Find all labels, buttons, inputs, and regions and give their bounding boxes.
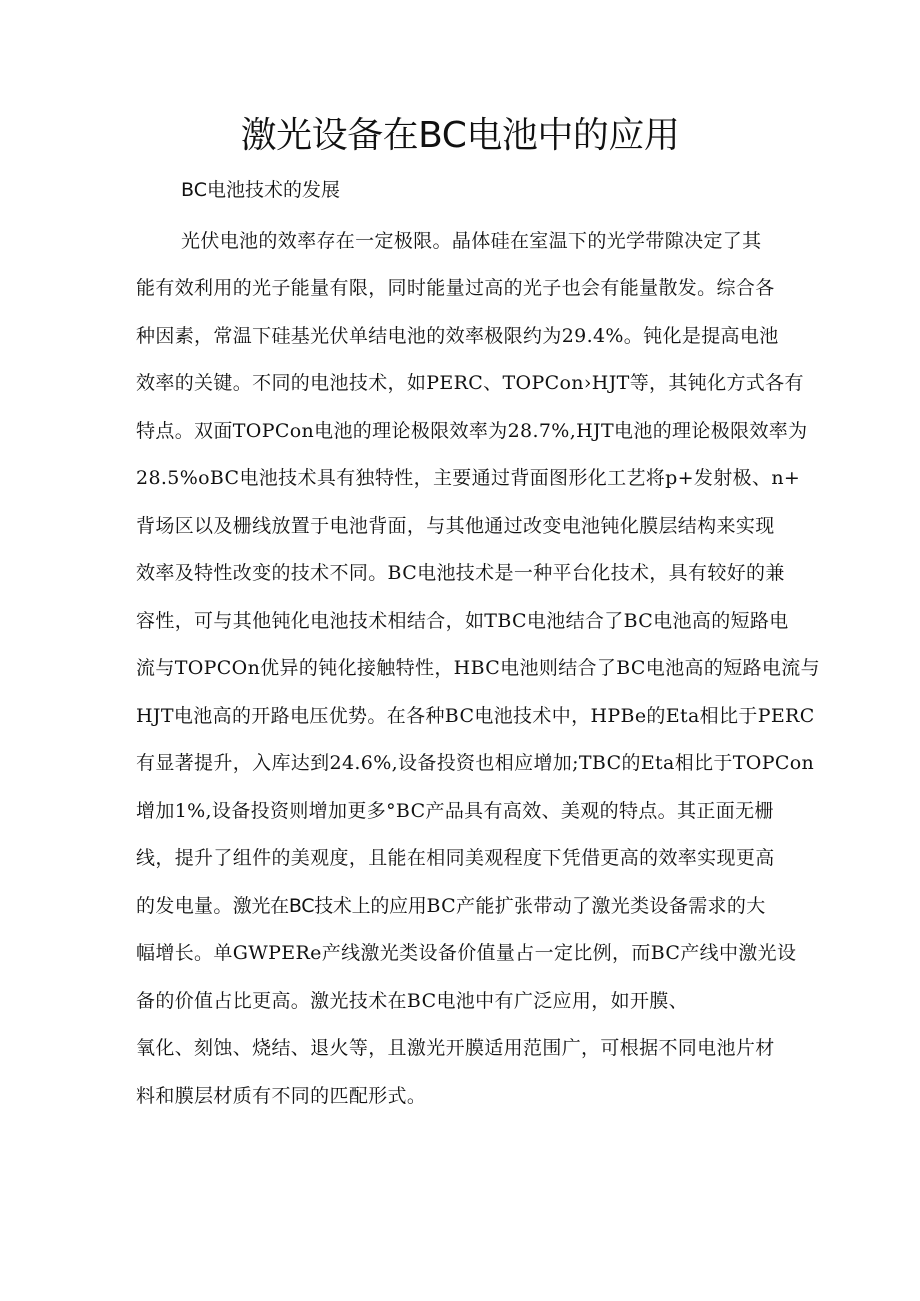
document-title: 激光设备在BC电池中的应用 — [240, 115, 680, 156]
paragraph-line: 种因素，常温下硅基光伏单结电池的效率极限约为29.4%。钝化是提高电池 — [136, 325, 779, 347]
paragraph-line: 有显著提升，入库达到24.6%,设备投资也相应增加;TBC的Eta相比于TOPCon — [136, 752, 815, 774]
paragraph-line: 容性，可与其他钝化电池技术相结合，如TBC电池结合了BC电池高的短路电 — [136, 610, 789, 632]
paragraph-line: 幅增长。单GWPERe产线激光类设备价值量占一定比例，而BC产线中激光设 — [136, 942, 797, 964]
paragraph-line-start: 的发电量。 — [136, 895, 233, 917]
paragraph-line-tail: BC产能扩张带动了激光类设备需求的大 — [426, 895, 766, 917]
paragraph-line: 特点。双面TOPCon电池的理论极限效率为28.7%,HJT电池的理论极限效率为 — [136, 420, 808, 442]
paragraph-line: 流与TOPCOn优异的钝化接触特性，HBC电池则结合了BC电池高的短路电流与 — [136, 657, 820, 679]
inline-heading: 激光在BC技术上的应用 — [232, 895, 427, 917]
paragraph-line: 光伏电池的效率存在一定极限。晶体硅在室温下的光学带隙决定了其 — [181, 230, 762, 252]
paragraph-line: 效率的关键。不同的电池技术，如PERC、TOPCon›HJT等，其钝化方式各有 — [136, 372, 804, 394]
paragraph-line: 备的价值占比更高。激光技术在BC电池中有广泛应用，如开膜、 — [136, 990, 689, 1012]
paragraph-line: 能有效利用的光子能量有限，同时能量过高的光子也会有能量散发。综合各 — [136, 277, 775, 299]
paragraph-line: 线，提升了组件的美观度，且能在相同美观程度下凭借更高的效率实现更高 — [136, 847, 775, 869]
section-heading: BC电池技术的发展 — [181, 179, 340, 201]
paragraph-line: 效率及特性改变的技术不同。BC电池技术是一种平台化技术，具有较好的兼 — [136, 562, 785, 584]
paragraph-line: 增加1%,设备投资则增加更多°BC产品具有高效、美观的特点。其正面无栅 — [136, 800, 774, 822]
paragraph-line: 料和膜层材质有不同的匹配形式。 — [136, 1085, 427, 1107]
paragraph-line: 28.5%oBC电池技术具有独特性，主要通过背面图形化工艺将p+发射极、n+ — [136, 467, 801, 489]
paragraph-line: 氧化、刻蚀、烧结、退火等，且激光开膜适用范围广，可根据不同电池片材 — [136, 1037, 775, 1059]
paragraph-line: 背场区以及栅线放置于电池背面，与其他通过改变电池钝化膜层结构来实现 — [136, 515, 775, 537]
paragraph-line-with-heading — [136, 891, 766, 921]
paragraph-line: HJT电池高的开路电压优势。在各种BC电池技术中，HPBe的Eta相比于PERC — [136, 705, 815, 727]
